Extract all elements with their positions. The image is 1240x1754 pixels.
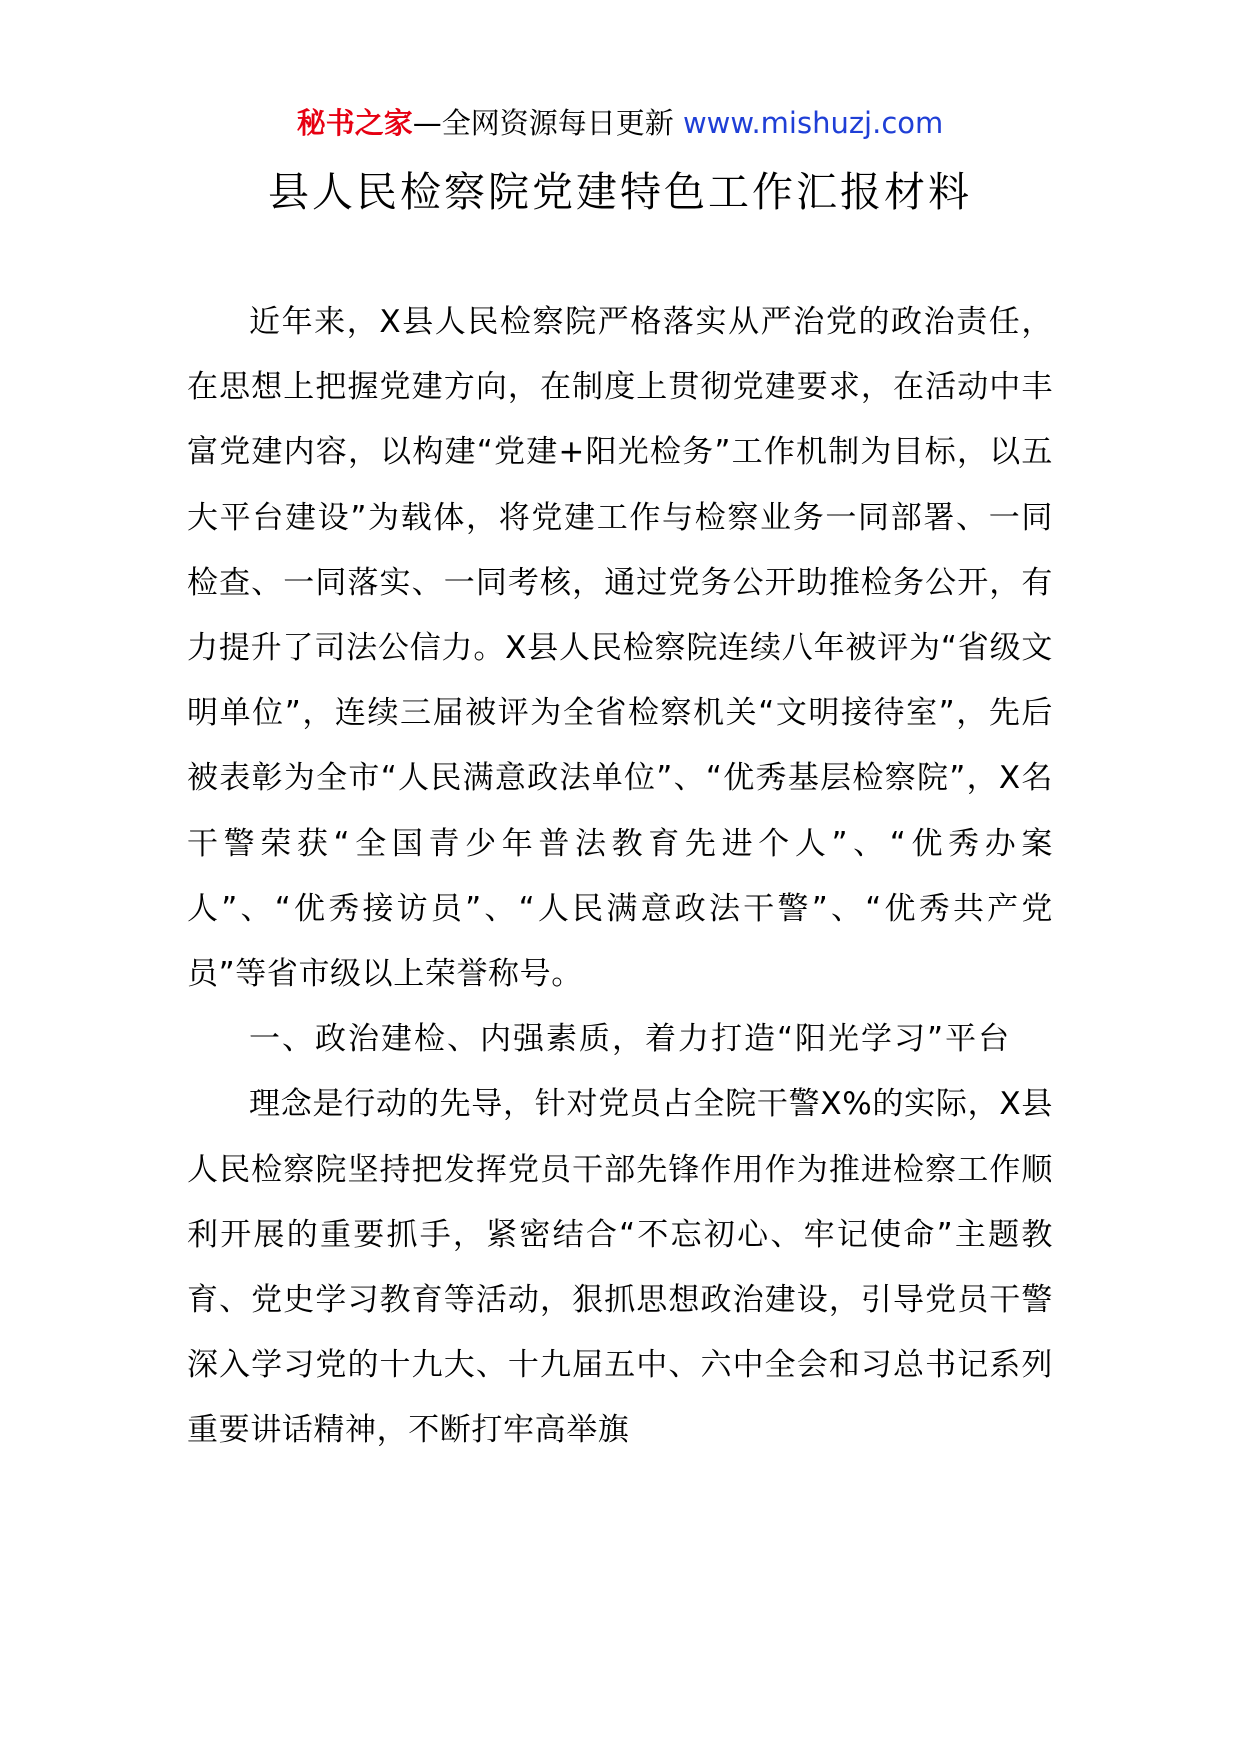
section-1-paragraph: 理念是行动的先导，针对党员占全院干警X%的实际，X县人民检察院坚持把发挥党员干部先锋作用作为推进检察工作顺利开展的重要抓手，紧密结合“不忘初心、牢记使命”主题教育、党史学习教育等活动，狠抓思想政治建设，引导党员干警深入学习党的十九大、十九届五中、六中全会和习总书记系列重要讲话精神，不断打牢高举旗 [187,1086,1053,1449]
intro-paragraph: 近年来，X县人民检察院严格落实从严治党的政治责任，在思想上把握党建方向，在制度上贯彻党建要求，在活动中丰富党建内容，以构建“党建+阳光检务”工作机制为目标，以五大平台建设”为载体，将党建工作与检察业务一同部署、一同检查、一同落实、一同考核，通过党务公开助推检务公开，有力提升了司法公信力。X县人民检察院连续八年被评为“省级文明单位”，连续三届被评为全省检察机关“文明接待室”，先后被表彰为全市“人民满意政法单位”、“优秀基层检察院”，X名干警荣获“全国青少年普法教育先进个人”、“优秀办案人”、“优秀接访员”、“人民满意政法干警”、“优秀共产党员”等省市级以上荣誉称号。 [187,304,1053,993]
header-slogan: —全网资源每日更新 [412,106,674,140]
site-header [0,103,1240,143]
document-body [187,290,1053,1464]
brand-name: 秘书之家 [296,106,413,140]
section-1-heading: 一、政治建检、内强素质，着力打造“阳光学习”平台 [249,1021,1012,1058]
site-url-link[interactable]: www.mishuzj.com [682,106,944,140]
document-title: 县人民检察院党建特色工作汇报材料 [268,168,972,216]
